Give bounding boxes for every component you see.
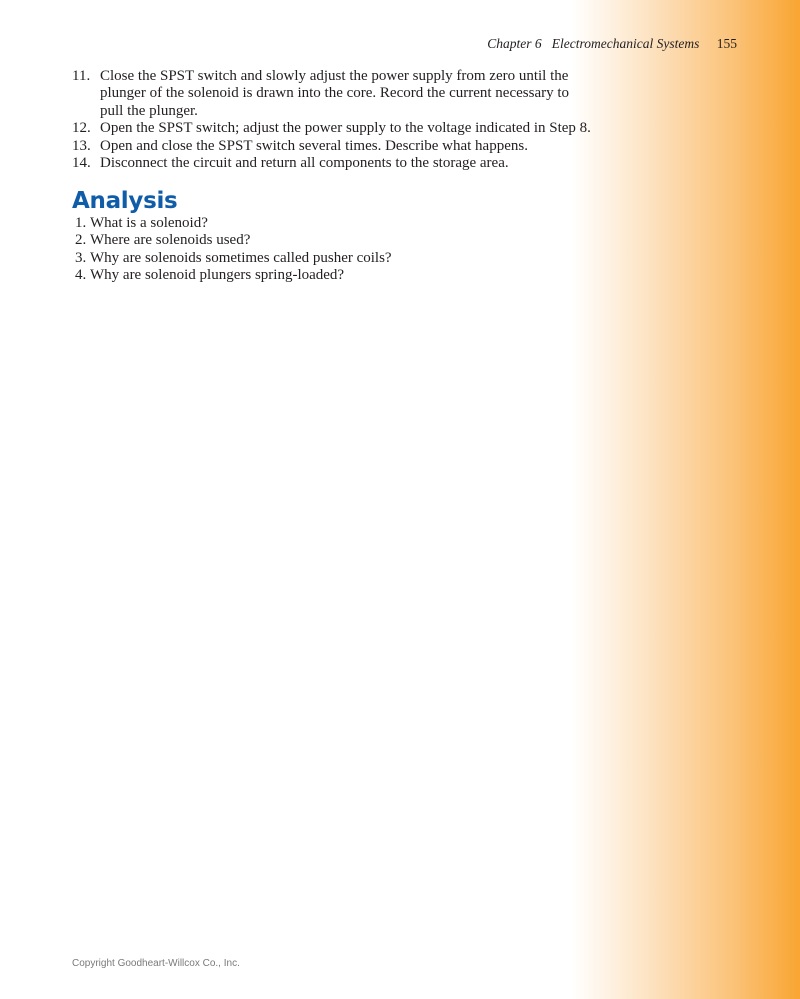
item-number: 3. — [75, 249, 87, 266]
item-number: 14. — [72, 155, 91, 172]
item-number: 4. — [75, 267, 87, 284]
item-number: 1. — [75, 214, 87, 231]
copyright-footer: Copyright Goodheart-Willcox Co., Inc. — [72, 958, 240, 969]
item-text: Why are solenoid plungers spring-loaded? — [90, 267, 345, 284]
page-number: 155 — [716, 36, 737, 51]
item-text: Open and close the SPST switch several times. Describe what happens. — [100, 137, 528, 154]
item-text: Where are solenoids used? — [90, 232, 251, 249]
analysis-list — [72, 215, 592, 285]
item-text: Close the SPST switch and slowly adjust the power supply from zero until the plunger of the solenoid is drawn into the core. Record the current necessary to pull the plunger. — [100, 68, 570, 119]
item-text: Disconnect the circuit and return all components to the storage area. — [100, 155, 509, 172]
list-item — [72, 267, 592, 284]
item-text: What is a solenoid? — [90, 214, 208, 231]
list-item — [72, 138, 592, 155]
list-item — [72, 250, 592, 267]
item-number: 11. — [72, 68, 91, 84]
list-item — [72, 68, 592, 120]
procedure-list — [72, 68, 592, 172]
list-item — [72, 232, 592, 249]
chapter-label: Chapter 6 — [487, 36, 542, 51]
item-number: 2. — [75, 232, 87, 249]
list-item — [72, 155, 592, 172]
running-header — [487, 36, 737, 52]
page-content — [72, 68, 592, 284]
decorative-orange-sidebar — [572, 0, 800, 999]
item-number: 12. — [72, 120, 91, 137]
list-item — [72, 120, 592, 137]
item-text: Why are solenoids sometimes called pusher coils? — [90, 249, 392, 266]
list-item — [72, 215, 592, 232]
item-number: 13. — [72, 137, 91, 154]
chapter-title: Electromechanical Systems — [551, 36, 700, 51]
item-text: Open the SPST switch; adjust the power supply to the voltage indicated in Step 8. — [100, 120, 591, 137]
analysis-heading: Analysis — [72, 188, 178, 215]
